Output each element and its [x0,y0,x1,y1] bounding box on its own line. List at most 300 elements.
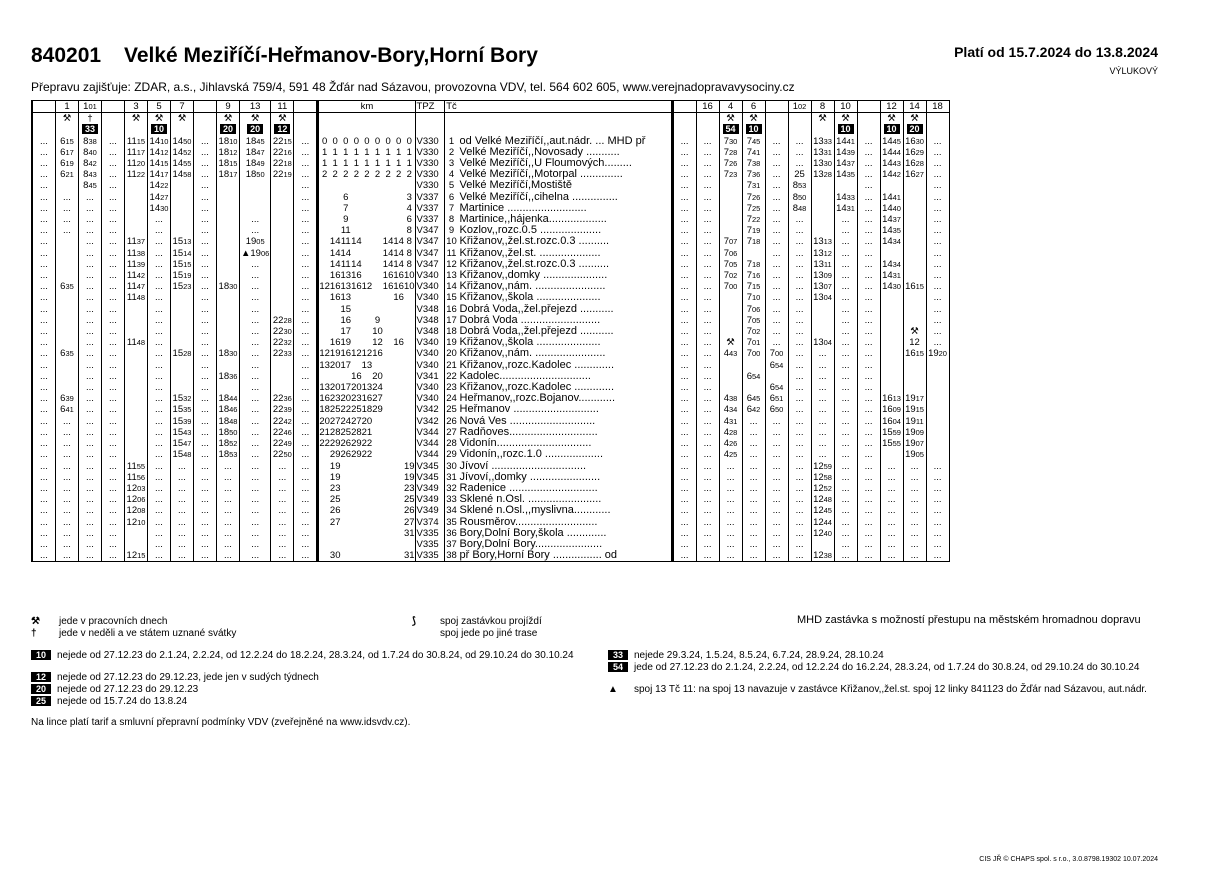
km-cell [330,371,341,382]
station-row [33,236,949,247]
right-time-cell: $15^{55}$ [880,438,903,449]
right-time-cell: $14^{35}$ [834,169,857,180]
km-cell: 1 [364,158,370,170]
right-day-symbol [788,113,811,125]
left-time-cell: $6^{21}$ [56,169,79,180]
left-time-cell: $18^{12}$ [217,147,240,158]
left-day-symbol: ⚒ [171,113,194,125]
left-time-cell: ... [102,483,125,494]
right-time-cell: ... [672,461,696,472]
left-time-cell: $22^{19}$ [271,169,294,180]
right-note-cell [857,124,880,135]
left-time-cell: ... [79,427,102,438]
left-time-cell: ... [294,248,318,259]
right-time-cell: ... [857,248,880,259]
left-time-cell: ... [294,337,318,348]
right-time-cell: ... [696,371,719,382]
right-time-cell: ... [788,404,811,415]
left-time-cell: $15^{43}$ [171,427,194,438]
left-time-cell: ... [79,382,102,393]
right-time-cell: ... [926,136,949,147]
right-time-cell: ... [765,472,788,483]
legend-other-route-text: spoj jede po jiné trase [440,628,538,639]
left-time-cell: $22^{49}$ [271,438,294,449]
km-cell [404,180,415,191]
left-time-cell: ... [102,315,125,326]
left-time-cell [56,259,79,270]
right-time-cell: ... [811,449,834,460]
left-time-cell: ... [33,236,56,247]
left-time-cell: ... [294,494,318,505]
left-time-cell [56,248,79,259]
right-time-cell: ... [857,449,880,460]
right-time-cell: ... [788,281,811,292]
left-time-cell: ... [171,539,194,550]
km-cell [372,192,383,203]
note-badge: 20 [907,124,923,134]
right-time-cell: $14^{40}$ [880,203,903,214]
tpz-spacer [415,113,444,125]
left-time-cell [56,180,79,191]
left-time-cell [271,203,294,214]
left-time-cell: ... [294,203,318,214]
km-cell [340,528,351,539]
left-time-cell [217,292,240,303]
right-time-cell [926,427,949,438]
station-row [33,550,949,561]
left-time-cell: ... [102,136,125,147]
right-time-cell: $7^{00}$ [742,348,765,359]
left-time-cell: ... [240,528,271,539]
left-time-cell: $15^{19}$ [171,270,194,281]
tc-cell: 27 [444,427,459,438]
left-trip-header [33,101,56,113]
right-time-cell: ... [696,337,719,348]
right-time-cell: $7^{25}$ [742,203,765,214]
km-cell: 29 [351,438,362,450]
operator-info: Přepravu zajišťuje: ZDAR, a.s., Jihlavská 759/4, 591 48 Žďár nad Sázavou, provozovna VDV, tel. 564 602 605, www.verejnadopravavysociny.cz [31,80,795,94]
right-time-cell: ... [696,147,719,158]
left-time-cell [171,371,194,382]
right-time-cell: ... [696,416,719,427]
left-time-cell: $6^{35}$ [56,281,79,292]
right-time-cell: $13^{12}$ [811,248,834,259]
km-cell [393,505,404,516]
left-time-cell [217,259,240,270]
right-time-cell: $16^{04}$ [880,416,903,427]
station-name: Rousměrov........................... [459,515,598,528]
left-time-cell: ... [56,528,79,539]
left-time-cell: $22^{33}$ [271,348,294,359]
left-time-cell: ... [79,371,102,382]
right-time-cell: ... [672,270,696,281]
right-trip-header: $1^{02}$ [788,101,811,113]
km-cell [351,528,362,539]
left-time-cell: ... [102,348,125,359]
left-time-cell: ... [240,517,271,528]
right-time-cell: $14^{31}$ [834,203,857,214]
left-time-cell: ... [102,326,125,337]
km-cell [330,214,341,225]
right-time-cell: ... [788,461,811,472]
left-time-cell: ... [294,371,318,382]
right-time-cell: $7^{41}$ [742,147,765,158]
tpz-cell: V335 [415,528,444,539]
right-time-cell: $19^{20}$ [926,348,949,359]
right-time-cell: ... [696,326,719,337]
km-cell: 20 [329,359,341,371]
tpz-cell: V348 [415,315,444,326]
left-time-cell: ... [33,169,56,180]
right-time-cell: $13^{28}$ [811,169,834,180]
km-cell: 27 [351,415,362,427]
km-cell: 16 [382,270,394,282]
left-time-cell: $18^{30}$ [217,281,240,292]
right-note-cell [926,124,949,135]
station-name: př Bory,Horní Bory ................ od [459,549,618,562]
left-time-cell: $8^{40}$ [79,147,102,158]
right-time-cell: ... [788,438,811,449]
tpz-cell: V337 [415,203,444,214]
tc-cell: 34 [444,505,459,516]
km-cell [383,315,394,326]
left-time-cell: $22^{50}$ [271,449,294,460]
left-time-cell [171,360,194,371]
km-cell: 20 [372,370,383,382]
station-name: od Velké Meziříčí,,aut.nádr. ... MHD př [459,134,646,147]
right-time-cell: ... [765,326,788,337]
left-time-cell [56,292,79,303]
right-time-cell: $7^{15}$ [742,281,765,292]
right-time-cell [811,326,834,337]
right-time-cell: ... [765,180,788,191]
left-time-cell: $14^{22}$ [148,180,171,191]
km-cell [383,438,394,449]
km-cell [351,192,362,203]
note-badge: 10 [838,124,854,134]
km-cell [383,539,394,550]
station-name: Radňoves............................. [459,425,598,438]
left-time-cell: ... [33,472,56,483]
right-time-cell: ... [811,393,834,404]
right-time-cell: $16^{09}$ [880,404,903,415]
right-time-cell [926,416,949,427]
right-time-cell: $16^{29}$ [903,147,926,158]
right-time-cell: ... [672,180,696,191]
right-time-cell: ... [765,483,788,494]
tc-spacer [444,113,459,125]
km-cell [318,472,330,483]
left-time-cell: ... [271,550,294,561]
left-note-cell [56,124,79,135]
left-time-cell [217,304,240,315]
right-note-cell [696,124,719,135]
right-time-cell: $4^{31}$ [719,416,742,427]
left-time-cell: $15^{32}$ [171,393,194,404]
right-time-cell [926,404,949,415]
km-cell [340,517,351,528]
km-cell [372,528,383,539]
left-time-cell: ... [294,393,318,404]
passes-icon: ⟆ [412,616,416,627]
km-cell: 13 [319,359,330,371]
km-cell [362,326,373,337]
left-time-cell: $18^{30}$ [217,348,240,359]
km-cell [330,180,341,191]
tpz-cell: V330 [415,158,444,169]
km-cell: 1 [343,158,349,170]
right-time-cell: ... [672,472,696,483]
km-cell [383,550,394,561]
left-time-cell: ... [194,382,217,393]
left-time-cell: ... [79,393,102,404]
note-badge: 10 [746,124,762,134]
left-time-cell: ... [102,393,125,404]
right-time-cell: ... [696,292,719,303]
station-name: Velké Meziříčí,,Motorpal .............. [459,168,623,181]
tpz-cell: V337 [415,214,444,225]
left-time-cell: ... [148,539,171,550]
km-cell: 0 [318,136,330,147]
left-note-cell [125,124,148,135]
km-cell [383,461,394,472]
left-time-cell [217,382,240,393]
right-time-cell: ... [742,550,765,561]
left-time-cell [125,348,148,359]
left-time-cell [240,192,271,203]
left-day-symbol [102,113,125,125]
left-time-cell: ... [102,192,125,203]
left-time-cell [56,304,79,315]
left-time-cell: ... [194,438,217,449]
km-cell [340,494,351,505]
left-time-cell [271,236,294,247]
right-time-cell: $19^{05}$ [903,449,926,460]
left-time-cell: ... [33,337,56,348]
km-cell [393,192,404,203]
km-cell: 19 [340,337,352,349]
left-time-cell: ... [56,539,79,550]
left-time-cell: ... [148,404,171,415]
tc-cell: 38 [444,550,459,561]
km-cell: 26 [403,505,415,517]
note-54-badge: 54 [608,662,628,672]
right-time-cell: ... [834,472,857,483]
left-time-cell: ... [217,528,240,539]
km-cell [330,192,341,203]
left-time-cell: ... [33,136,56,147]
km-cell [318,236,330,247]
km-cell: 26 [340,449,352,461]
right-time-cell [719,214,742,225]
km-cell [372,483,383,494]
left-time-cell: $18^{44}$ [217,393,240,404]
right-time-cell: ... [834,550,857,561]
left-time-cell: ... [294,270,318,281]
tpz-cell: V340 [415,393,444,404]
left-time-cell: ... [194,192,217,203]
right-time-cell [811,203,834,214]
km-cell [393,304,404,315]
station-name: Velké Meziříčí,,U Floumových......... [459,157,632,170]
right-time-cell: ... [834,505,857,516]
tpz-cell: V348 [415,304,444,315]
left-time-cell: ... [79,203,102,214]
tc-cell: 12 [444,259,459,270]
left-time-cell: $18^{47}$ [240,147,271,158]
right-time-cell: ... [857,259,880,270]
right-time-cell: ... [696,248,719,259]
left-time-cell: ... [79,416,102,427]
right-time-cell: ... [696,505,719,516]
left-day-symbol: † [79,113,102,125]
right-time-cell [742,382,765,393]
left-time-cell: $15^{48}$ [171,449,194,460]
right-time-cell: ... [857,236,880,247]
right-time-cell: ... [834,315,857,326]
left-time-cell [271,292,294,303]
timetable [31,100,950,562]
km-cell: 12 [372,337,383,349]
right-time-cell: ... [857,337,880,348]
right-time-cell: ... [672,292,696,303]
right-time-cell: $4^{26}$ [719,438,742,449]
km-cell [372,505,383,516]
km-cell: 1 [396,146,402,158]
right-time-cell: ... [903,472,926,483]
km-cell [318,214,330,225]
right-time-cell: ... [857,315,880,326]
km-cell: 27 [329,415,341,427]
left-time-cell: ... [33,382,56,393]
left-time-cell [56,326,79,337]
left-time-cell: $14^{58}$ [171,169,194,180]
left-time-cell: ... [294,236,318,247]
km-cell [362,494,373,505]
left-time-cell: ... [148,259,171,270]
left-time-cell: ... [79,528,102,539]
right-time-cell: ... [926,214,949,225]
km-cell: 16 [361,393,373,405]
km-cell [393,404,404,415]
km-cell: 14 [351,236,362,248]
km-cell [362,528,373,539]
right-day-symbol [672,113,696,125]
right-time-cell: $7^{30}$ [719,136,742,147]
right-time-cell [903,270,926,281]
station-header [459,101,673,113]
left-time-cell: ... [294,360,318,371]
km-cell: 16 [329,270,341,282]
right-time-cell: $14^{34}$ [880,236,903,247]
tc-spacer [444,124,459,135]
left-time-cell: ... [217,494,240,505]
left-time-cell: ... [271,517,294,528]
km-cell [362,472,373,483]
km-cell: 18 [361,404,373,416]
station-name: Martinice,,hájenka................... [459,213,607,226]
km-cell [383,494,394,505]
left-time-cell: ... [102,427,125,438]
left-time-cell: ... [79,259,102,270]
right-time-cell: ... [696,449,719,460]
right-time-cell: ... [857,270,880,281]
right-time-cell: $19^{17}$ [903,393,926,404]
tpz-cell: V345 [415,461,444,472]
right-note-cell [880,124,903,135]
left-time-cell: ... [102,416,125,427]
note-10-badge: 10 [31,650,51,660]
left-time-cell: ... [79,494,102,505]
left-time-cell: ... [240,416,271,427]
left-time-cell [125,192,148,203]
left-time-cell: ... [102,517,125,528]
left-time-cell [217,326,240,337]
left-time-cell [125,203,148,214]
km-cell: 10 [403,281,415,293]
left-time-cell: ... [194,416,217,427]
left-time-cell [217,192,240,203]
right-time-cell: $6^{51}$ [765,393,788,404]
left-time-cell [125,180,148,191]
left-time-cell: ... [102,180,125,191]
right-time-cell: $14^{44}$ [880,147,903,158]
left-time-cell: $▲19^{06}$ [241,247,270,259]
km-cell [372,236,383,247]
right-time-cell [903,371,926,382]
km-cell: 14 [382,247,394,259]
right-time-cell: ... [834,259,857,270]
km-cell: 16 [351,370,362,382]
left-time-cell: $22^{16}$ [271,147,294,158]
km-cell: 14 [329,236,341,248]
right-time-cell [719,192,742,203]
km-cell: 28 [351,426,362,438]
right-time-cell: ... [742,505,765,516]
left-time-cell: ... [194,528,217,539]
right-time-cell: ... [765,517,788,528]
station-name: Vidonín,,rozc.1.0 ................... [459,448,604,461]
right-time-cell: $16^{27}$ [903,169,926,180]
km-cell [404,539,415,550]
km-cell [362,517,373,528]
station-spacer [459,124,673,135]
note-25-badge: 25 [31,696,51,706]
left-time-cell: ... [240,225,271,236]
km-cell: 12 [319,281,330,293]
right-time-cell: $7^{23}$ [719,169,742,180]
left-time-cell: ... [194,136,217,147]
left-time-cell: $18^{52}$ [217,438,240,449]
left-time-cell: ... [240,337,271,348]
left-time-cell: ... [148,315,171,326]
left-time-cell: $15^{15}$ [171,259,194,270]
km-cell [362,203,373,214]
right-time-cell: ... [672,136,696,147]
left-time-cell: ... [171,505,194,516]
km-cell [318,225,330,236]
km-cell: 25 [403,494,415,506]
km-cell: 8 [406,236,412,248]
station-spacer [459,113,673,125]
right-time-cell: ... [672,259,696,270]
station-name: Jívoví ............................... [459,459,587,472]
left-time-cell [125,382,148,393]
column-header-row [33,101,949,113]
left-time-cell [125,214,148,225]
right-time-cell: ... [926,180,949,191]
left-time-cell: ... [294,326,318,337]
